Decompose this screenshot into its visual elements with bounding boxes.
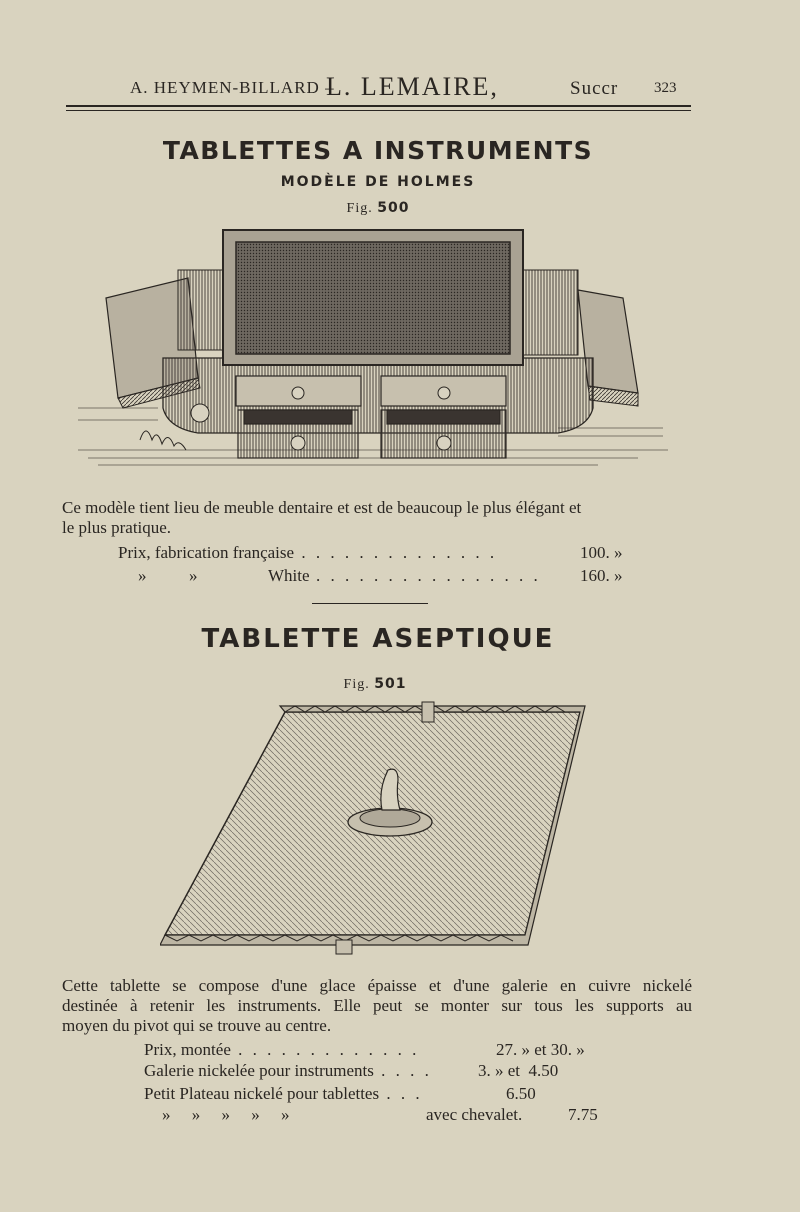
header-rule-thick <box>66 105 691 107</box>
header-author: A. HEYMEN-BILLARD – <box>130 78 335 97</box>
price-row-plateau <box>144 1084 536 1104</box>
aseptic-tray-illustration <box>160 700 590 965</box>
price-value: 160. » <box>580 566 623 585</box>
leader-dots: . . . . . . . . . . . . . <box>230 1040 420 1059</box>
leader-dots: . . . <box>379 1084 423 1103</box>
figure-label: Fig. <box>346 201 373 216</box>
section-subtitle-holmes: MODÈLE DE HOLMES <box>280 174 476 190</box>
price-label: Petit Plateau nickelé pour tablettes <box>144 1084 380 1103</box>
figure-number: 500 <box>377 200 410 216</box>
header-publisher: L. LEMAIRE, <box>326 72 499 101</box>
running-header <box>68 72 688 106</box>
price-value: 3. » et 4.50 <box>478 1061 559 1080</box>
description-line: Cette tablette se compose d'une glace épaisse et d'une galerie en cuivre nickelé <box>62 976 692 995</box>
ditto-marks: » » <box>138 566 198 585</box>
price-value: 27. » et 30. » <box>496 1040 585 1059</box>
price-label: Galerie nickelée pour instruments <box>144 1061 374 1080</box>
leader-dots: . . . . . . . . . . . . . . . . <box>316 566 541 585</box>
instrument-cabinet-illustration <box>78 228 668 473</box>
header-successor: Succr <box>570 78 619 99</box>
figure-label: Fig. <box>343 677 370 692</box>
price-row-francaise <box>118 543 623 563</box>
description-line: Ce modèle tient lieu de meuble dentaire et est de beaucoup le plus élégant et <box>62 498 582 517</box>
figure-caption-500 <box>0 200 778 217</box>
price-value: 6.50 <box>506 1084 536 1103</box>
price-row-white <box>138 566 623 586</box>
section-title-aseptique: TABLETTE ASEPTIQUE <box>201 624 555 654</box>
leader-dots: . . . . <box>373 1061 432 1080</box>
price-row-chevalet <box>162 1105 598 1125</box>
page-number: 323 <box>654 80 677 96</box>
leader-dots: . . . . . . . . . . . . . . <box>294 543 498 562</box>
header-rule-thin <box>66 110 691 111</box>
figure-number: 501 <box>374 676 407 692</box>
section-title-tablettes: TABLETTES A INSTRUMENTS <box>162 136 594 165</box>
price-value: 7.75 <box>568 1105 598 1124</box>
description-line: le plus pratique. <box>62 518 172 537</box>
section-divider <box>312 603 428 604</box>
price-label: Prix, montée <box>144 1040 231 1059</box>
price-value: 100. » <box>580 543 623 562</box>
price-label: White <box>268 566 310 585</box>
price-label: avec chevalet. <box>426 1105 523 1124</box>
figure-caption-501 <box>0 676 775 693</box>
description-line: destinée à retenir les instruments. Elle peut se monter sur tous les supports au <box>62 996 692 1015</box>
description-line: moyen du pivot qui se trouve au centre. <box>62 1016 332 1035</box>
price-row-galerie <box>144 1061 559 1081</box>
ditto-marks: » » » » » <box>162 1105 290 1124</box>
description-aseptique <box>62 976 692 1036</box>
price-row-montee <box>144 1040 585 1060</box>
description-holmes <box>62 498 692 538</box>
price-label: Prix, fabrication française <box>118 543 295 562</box>
